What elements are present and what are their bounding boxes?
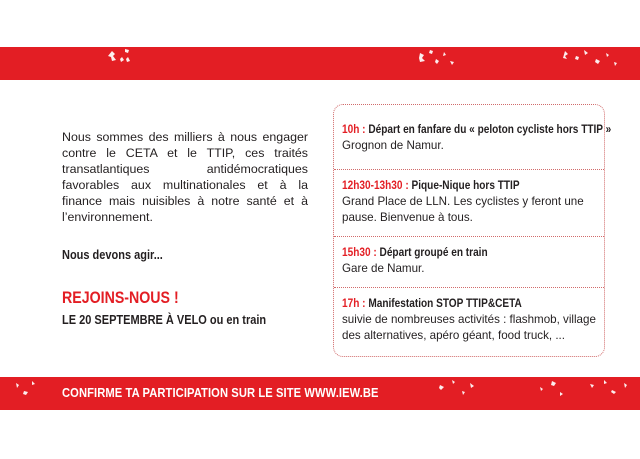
schedule-title: Départ en fanfare du « peloton cycliste hors TTIP » — [368, 122, 612, 136]
schedule-item — [342, 177, 604, 226]
schedule-item — [342, 121, 612, 154]
schedule-title: Pique-Nique hors TTIP — [411, 178, 520, 192]
schedule-desc: Grand Place de LLN. Les cyclistes y feront une pause. Bienvenue à tous. — [342, 195, 584, 224]
schedule-time: 10h : — [342, 122, 366, 136]
schedule-desc: Gare de Namur. — [342, 262, 425, 275]
schedule-item — [342, 295, 604, 344]
schedule-divider — [334, 236, 604, 237]
speckle-decoration — [0, 47, 640, 80]
intro-paragraph: Nous sommes des milliers à nous engager contre le CETA et le TTIP, ces traités transatlantiques antidémocratiques favorables aux multinationales et à la finance mais nuisibles à notre santé et à l’environnement. — [62, 130, 308, 224]
schedule-time: 15h30 : — [342, 245, 377, 259]
schedule-divider — [334, 287, 604, 288]
join-heading: REJOINS-NOUS ! — [62, 289, 179, 307]
schedule-title: Manifestation STOP TTIP&CETA — [368, 296, 522, 310]
schedule-item — [342, 244, 604, 277]
schedule-divider — [334, 169, 604, 170]
call-to-action-text: Nous devons agir... — [62, 248, 163, 262]
schedule-title: Départ groupé en train — [379, 245, 488, 259]
bottom-banner — [0, 377, 640, 410]
top-banner — [0, 47, 640, 80]
confirm-participation-text: CONFIRME TA PARTICIPATION SUR LE SITE WWW.IEW.BE — [62, 385, 379, 400]
schedule-desc: Grognon de Namur. — [342, 139, 444, 152]
schedule-item-title — [342, 177, 562, 193]
schedule-time: 17h : — [342, 296, 366, 310]
schedule-item-title — [342, 244, 562, 260]
schedule-item-title — [342, 121, 612, 137]
schedule-item-title — [342, 295, 562, 311]
event-date-line: LE 20 SEPTEMBRE À VELO ou en train — [62, 313, 267, 327]
schedule-desc: suivie de nombreuses activités : flashmob, village des alternatives, apéro géant, food truck, ... — [342, 313, 596, 342]
schedule-time: 12h30-13h30 : — [342, 178, 409, 192]
schedule-box — [333, 104, 612, 357]
